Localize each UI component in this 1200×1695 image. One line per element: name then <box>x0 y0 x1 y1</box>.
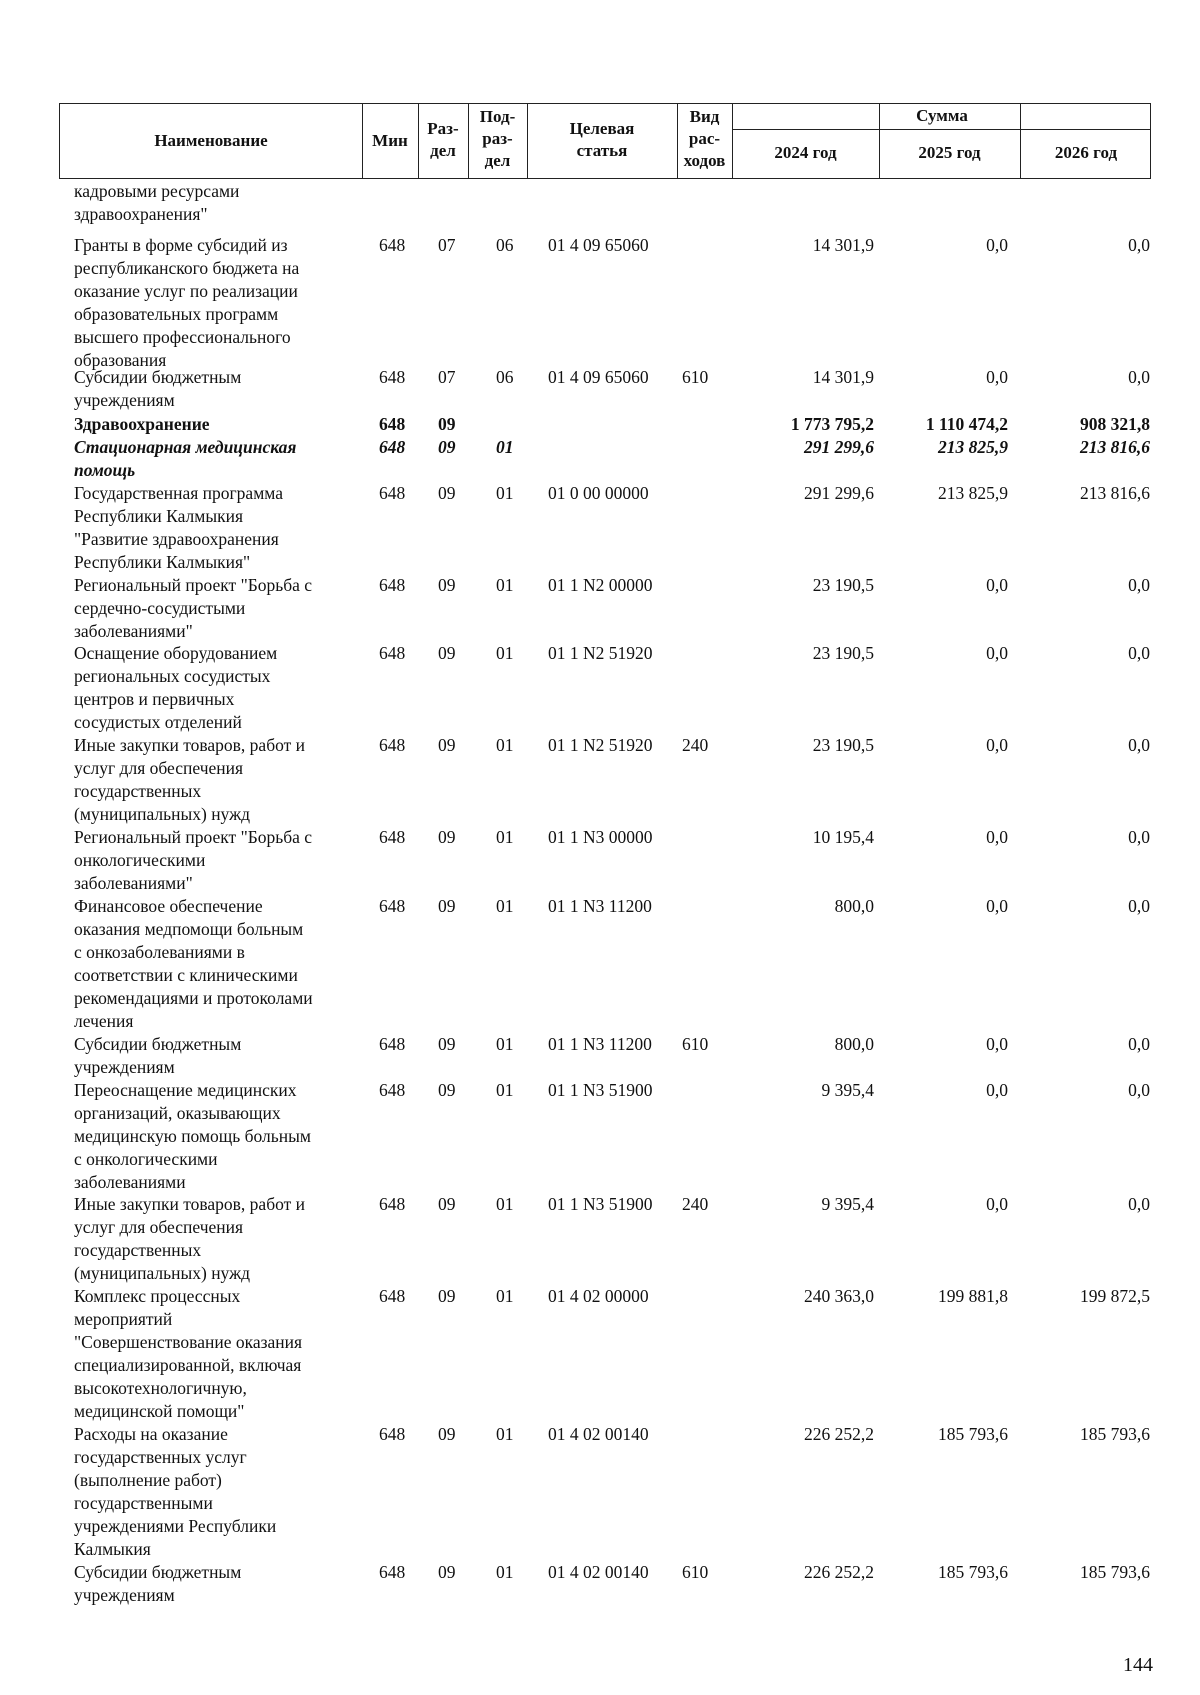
table-row <box>0 436 1200 480</box>
row-vid: 240 <box>682 735 709 755</box>
row-podrazdel: 01 <box>496 483 514 503</box>
row-sum-2025: 185 793,6 <box>938 1562 1008 1582</box>
table-row <box>0 642 1200 732</box>
row-podrazdel: 01 <box>496 1562 514 1582</box>
row-sum-2026: 0,0 <box>1128 235 1150 255</box>
row-sum-2024: 14 301,9 <box>812 235 874 255</box>
row-sum-2024: 1 773 795,2 <box>790 414 874 434</box>
row-sum-2025: 213 825,9 <box>938 437 1008 457</box>
row-podrazdel: 01 <box>496 1424 514 1444</box>
row-min: 648 <box>379 414 406 434</box>
table-row <box>0 826 1200 893</box>
row-podrazdel: 01 <box>496 437 514 457</box>
row-razdel: 09 <box>438 735 456 755</box>
row-vid: 240 <box>682 1194 709 1214</box>
table-row <box>0 574 1200 641</box>
row-sum-2024: 14 301,9 <box>812 367 874 387</box>
row-sum-2026: 0,0 <box>1128 827 1150 847</box>
row-tselevaya: 01 4 09 65060 <box>548 367 649 387</box>
row-min: 648 <box>379 235 406 255</box>
row-razdel: 09 <box>438 643 456 663</box>
row-tselevaya: 01 4 02 00140 <box>548 1562 649 1582</box>
row-min: 648 <box>379 735 406 755</box>
col-header-name: Наименование <box>154 131 268 150</box>
row-tselevaya: 01 1 N3 51900 <box>548 1080 653 1100</box>
row-tselevaya: 01 1 N2 00000 <box>548 575 653 595</box>
row-min: 648 <box>379 437 406 457</box>
table-row <box>0 1561 1200 1605</box>
table-row <box>0 366 1200 410</box>
row-min: 648 <box>379 1562 406 1582</box>
row-vid: 610 <box>682 1034 709 1054</box>
row-razdel: 09 <box>438 483 456 503</box>
table-row <box>0 413 1200 434</box>
row-name: Иные закупки товаров, работ и услуг для обеспечения государственных (муниципальных) нужд <box>74 735 306 824</box>
row-name: Здравоохранение <box>74 414 210 434</box>
row-sum-2024: 10 195,4 <box>812 827 874 847</box>
row-name: кадровыми ресурсами здравоохранения" <box>74 181 240 224</box>
row-min: 648 <box>379 1034 406 1054</box>
row-min: 648 <box>379 575 406 595</box>
row-tselevaya: 01 1 N3 51900 <box>548 1194 653 1214</box>
row-tselevaya: 01 1 N3 11200 <box>548 896 652 916</box>
row-podrazdel: 01 <box>496 896 514 916</box>
row-razdel: 07 <box>438 235 456 255</box>
table-row <box>0 180 1200 224</box>
table-row <box>0 1285 1200 1421</box>
col-header-2025: 2025 год <box>918 143 981 162</box>
row-sum-2025: 1 110 474,2 <box>925 414 1008 434</box>
row-sum-2024: 9 395,4 <box>821 1080 874 1100</box>
row-name: Иные закупки товаров, работ и услуг для обеспечения государственных (муниципальных) нужд <box>74 1194 306 1283</box>
row-razdel: 09 <box>438 1286 456 1306</box>
row-razdel: 09 <box>438 414 456 434</box>
row-tselevaya: 01 4 02 00140 <box>548 1424 649 1444</box>
row-podrazdel: 06 <box>496 235 514 255</box>
row-name: Субсидии бюджетным учреждениям <box>74 367 242 410</box>
row-sum-2024: 226 252,2 <box>804 1424 874 1444</box>
row-razdel: 09 <box>438 896 456 916</box>
row-name: Гранты в форме субсидий из республиканского бюджета на оказание услуг по реализации образовательных программ высшего профессионального образования <box>74 235 300 370</box>
row-razdel: 07 <box>438 367 456 387</box>
table-row <box>0 1033 1200 1077</box>
row-razdel: 09 <box>438 1562 456 1582</box>
row-name: Региональный проект "Борьба с онкологическими заболеваниями" <box>74 827 313 893</box>
row-sum-2026: 199 872,5 <box>1080 1286 1150 1306</box>
row-sum-2025: 0,0 <box>986 896 1008 916</box>
table-row <box>0 234 1200 370</box>
col-header-podrazdel: Под- раз- дел <box>479 107 516 170</box>
row-sum-2026: 0,0 <box>1128 575 1150 595</box>
row-sum-2026: 0,0 <box>1128 896 1150 916</box>
row-tselevaya: 01 4 09 65060 <box>548 235 649 255</box>
row-sum-2026: 0,0 <box>1128 735 1150 755</box>
page-number: 144 <box>1123 1654 1153 1676</box>
row-min: 648 <box>379 827 406 847</box>
row-tselevaya: 01 1 N3 00000 <box>548 827 653 847</box>
col-header-razdel: Раз- дел <box>427 119 459 160</box>
row-sum-2026: 213 816,6 <box>1080 437 1150 457</box>
table-row <box>0 1193 1200 1283</box>
row-tselevaya: 01 4 02 00000 <box>548 1286 649 1306</box>
row-name: Расходы на оказание государственных услуг (выполнение работ) государственными учреждениями Республики Калмыкия <box>74 1424 277 1559</box>
row-sum-2026: 0,0 <box>1128 1034 1150 1054</box>
row-podrazdel: 01 <box>496 1286 514 1306</box>
row-podrazdel: 01 <box>496 735 514 755</box>
table-row <box>0 482 1200 572</box>
row-razdel: 09 <box>438 1080 456 1100</box>
row-name: Финансовое обеспечение оказания медпомощи больным с онкозаболеваниями в соответствии с клиническими рекомендациями и протоколами лечения <box>74 896 313 1031</box>
row-sum-2025: 0,0 <box>986 1194 1008 1214</box>
col-header-tselevaya: Целевая статья <box>569 119 635 160</box>
row-podrazdel: 01 <box>496 1034 514 1054</box>
col-header-2026: 2026 год <box>1054 143 1118 162</box>
row-sum-2024: 23 190,5 <box>812 735 874 755</box>
row-min: 648 <box>379 643 406 663</box>
row-min: 648 <box>379 896 406 916</box>
row-name: Субсидии бюджетным учреждениям <box>74 1034 242 1077</box>
row-podrazdel: 01 <box>496 575 514 595</box>
row-sum-2024: 23 190,5 <box>812 575 874 595</box>
row-sum-2024: 226 252,2 <box>804 1562 874 1582</box>
row-podrazdel: 01 <box>496 643 514 663</box>
row-sum-2024: 23 190,5 <box>812 643 874 663</box>
col-header-vid: Вид рас- ходов <box>683 107 726 170</box>
row-razdel: 09 <box>438 1194 456 1214</box>
col-header-2024: 2024 год <box>774 143 837 162</box>
row-sum-2025: 199 881,8 <box>938 1286 1008 1306</box>
table-row <box>0 734 1200 824</box>
row-sum-2024: 291 299,6 <box>804 483 874 503</box>
row-vid: 610 <box>682 367 709 387</box>
row-tselevaya: 01 0 00 00000 <box>548 483 649 503</box>
row-name: Оснащение оборудованием региональных сосудистых центров и первичных сосудистых отделений <box>74 643 278 732</box>
row-razdel: 09 <box>438 437 456 457</box>
row-sum-2025: 213 825,9 <box>938 483 1008 503</box>
row-name: Государственная программа Республики Калмыкия "Развитие здравоохранения Республики Калмыкия" <box>74 483 283 572</box>
row-min: 648 <box>379 1194 406 1214</box>
row-sum-2026: 185 793,6 <box>1080 1562 1150 1582</box>
row-razdel: 09 <box>438 1034 456 1054</box>
row-sum-2026: 0,0 <box>1128 643 1150 663</box>
row-sum-2026: 0,0 <box>1128 1080 1150 1100</box>
row-sum-2026: 908 321,8 <box>1080 414 1150 434</box>
row-sum-2025: 0,0 <box>986 735 1008 755</box>
row-sum-2025: 0,0 <box>986 575 1008 595</box>
row-vid: 610 <box>682 1562 709 1582</box>
row-sum-2026: 213 816,6 <box>1080 483 1150 503</box>
row-razdel: 09 <box>438 1424 456 1444</box>
row-min: 648 <box>379 1424 406 1444</box>
table-row <box>0 1079 1200 1192</box>
row-podrazdel: 01 <box>496 1194 514 1214</box>
row-min: 648 <box>379 1080 406 1100</box>
row-podrazdel: 06 <box>496 367 514 387</box>
row-name: Стационарная медицинская помощь <box>74 437 297 480</box>
row-name: Субсидии бюджетным учреждениям <box>74 1562 242 1605</box>
row-min: 648 <box>379 483 406 503</box>
row-sum-2025: 185 793,6 <box>938 1424 1008 1444</box>
row-sum-2025: 0,0 <box>986 1034 1008 1054</box>
row-podrazdel: 01 <box>496 827 514 847</box>
row-sum-2025: 0,0 <box>986 367 1008 387</box>
row-tselevaya: 01 1 N2 51920 <box>548 735 653 755</box>
row-name: Региональный проект "Борьба с сердечно-сосудистыми заболеваниями" <box>74 575 313 641</box>
row-podrazdel: 01 <box>496 1080 514 1100</box>
table-row <box>0 895 1200 1031</box>
row-sum-2024: 9 395,4 <box>821 1194 874 1214</box>
row-sum-2024: 800,0 <box>834 896 874 916</box>
row-min: 648 <box>379 367 406 387</box>
row-sum-2025: 0,0 <box>986 235 1008 255</box>
row-min: 648 <box>379 1286 406 1306</box>
col-header-min: Мин <box>372 131 408 150</box>
row-name: Комплекс процессных мероприятий "Совершенствование оказания специализированной, включая высокотехнологичную, медицинской помощи" <box>74 1286 303 1421</box>
row-sum-2025: 0,0 <box>986 827 1008 847</box>
row-sum-2026: 0,0 <box>1128 1194 1150 1214</box>
row-tselevaya: 01 1 N3 11200 <box>548 1034 652 1054</box>
table-row <box>0 1423 1200 1559</box>
row-sum-2026: 185 793,6 <box>1080 1424 1150 1444</box>
row-sum-2025: 0,0 <box>986 1080 1008 1100</box>
row-sum-2024: 800,0 <box>834 1034 874 1054</box>
row-sum-2024: 240 363,0 <box>804 1286 874 1306</box>
row-sum-2026: 0,0 <box>1128 367 1150 387</box>
row-sum-2024: 291 299,6 <box>804 437 874 457</box>
row-sum-2025: 0,0 <box>986 643 1008 663</box>
row-razdel: 09 <box>438 827 456 847</box>
row-tselevaya: 01 1 N2 51920 <box>548 643 653 663</box>
col-header-summa: Сумма <box>916 106 968 125</box>
row-name: Переоснащение медицинских организаций, оказывающих медицинскую помощь больным с онкологическими заболеваниями <box>74 1080 311 1192</box>
row-razdel: 09 <box>438 575 456 595</box>
